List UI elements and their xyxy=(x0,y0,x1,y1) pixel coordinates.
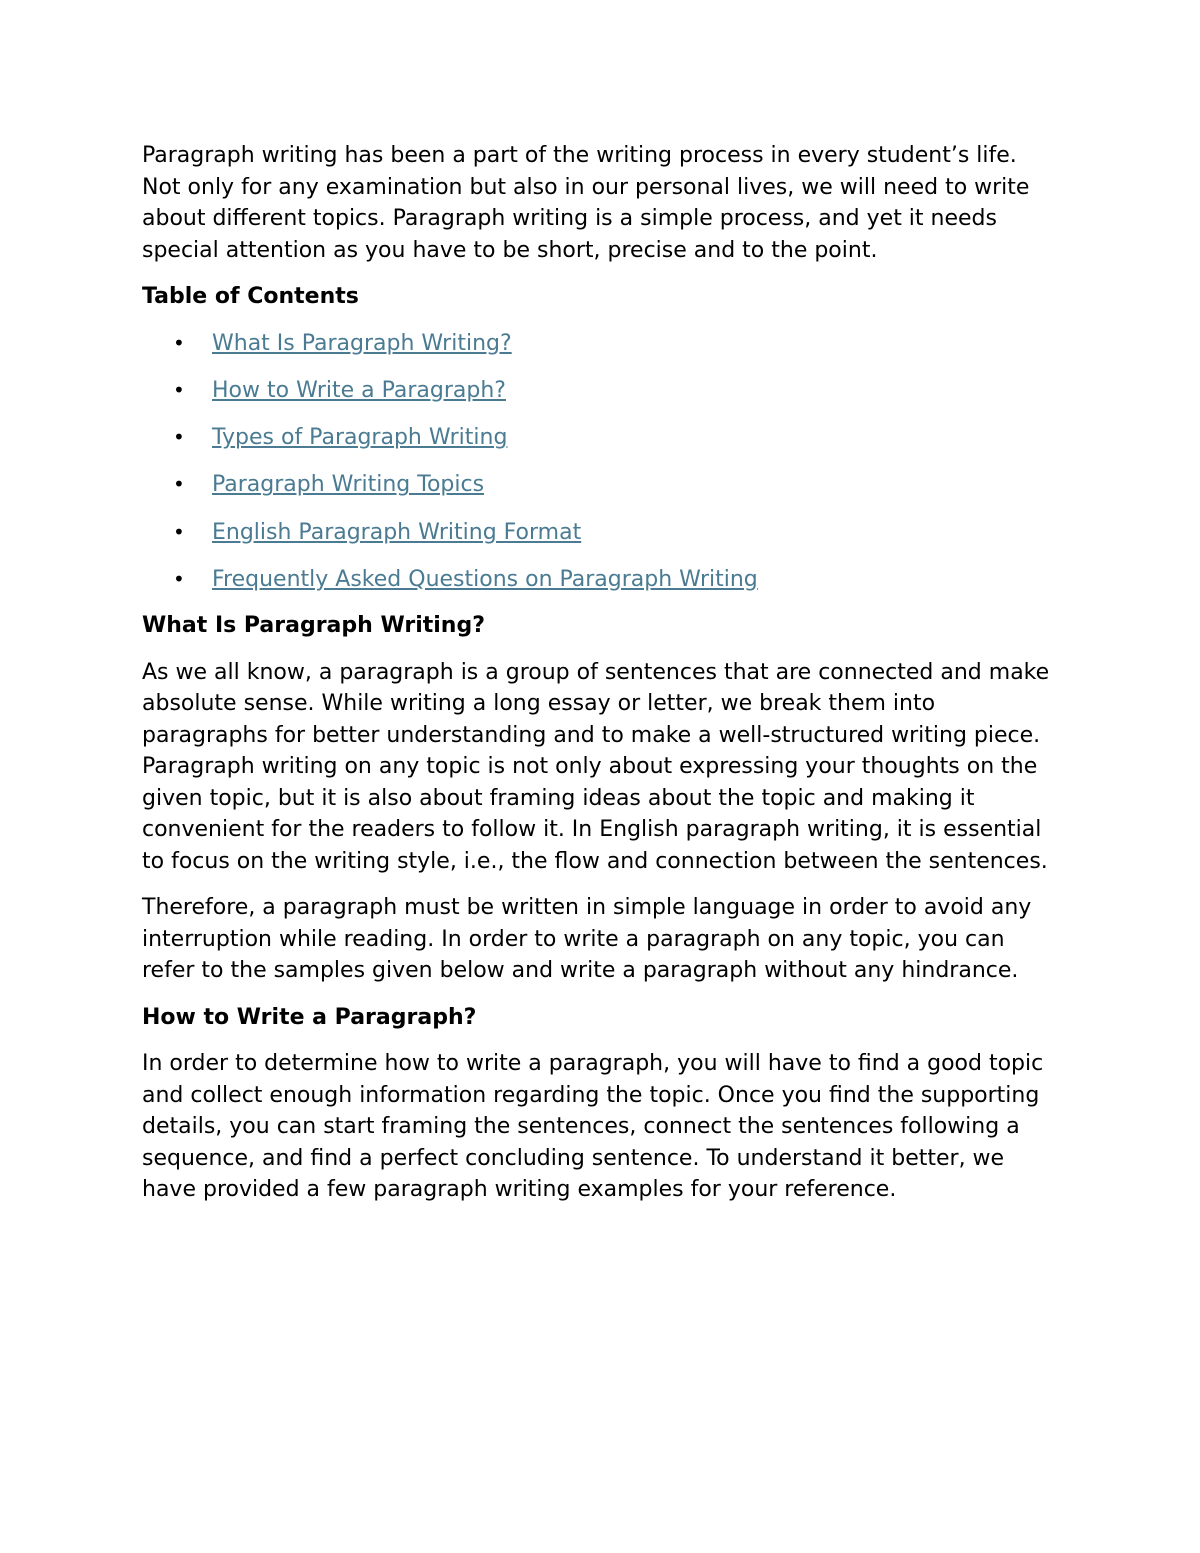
bullet-icon: • xyxy=(173,330,185,355)
toc-item xyxy=(142,469,1062,501)
bullet-icon: • xyxy=(173,519,185,544)
toc-item xyxy=(142,564,1062,596)
toc-heading: Table of Contents xyxy=(142,284,359,309)
section-heading-what-is: What Is Paragraph Writing? xyxy=(142,613,485,639)
toc-link-types-of-paragraph-writing[interactable]: Types of Paragraph Writing xyxy=(212,425,508,451)
section-heading-how-to: How to Write a Paragraph? xyxy=(142,1004,477,1030)
intro-paragraph: Paragraph writing has been a part of the writing process in every student’s life. Not only for any examination but also in our personal lives, we will need to write about different topics. Paragraph writing is a simple process, and yet it needs special attention as you have to be short, precise and to the point. xyxy=(142,143,1030,263)
section1-paragraph: Therefore, a paragraph must be written in simple language in order to avoid any interruption while reading. In order to write a paragraph on any topic, you can refer to the samples given below and write a paragraph without any hindrance. xyxy=(142,895,1032,984)
toc-link-paragraph-writing-topics[interactable]: Paragraph Writing Topics xyxy=(212,472,485,498)
toc-item xyxy=(142,422,1062,454)
toc-item xyxy=(142,328,1062,360)
section2-paragraph: In order to determine how to write a paragraph, you will have to find a good topic and collect enough information regarding the topic. Once you find the supporting details, you can start framing the sentences, connect the sentences following a sequence, and find a perfect concluding sentence. To understand it better, we have provided a few paragraph writing examples for your reference. xyxy=(142,1051,1044,1203)
bullet-icon: • xyxy=(173,377,185,402)
toc-item xyxy=(142,375,1062,407)
toc-item xyxy=(142,517,1062,549)
toc-link-what-is-paragraph-writing[interactable]: What Is Paragraph Writing? xyxy=(212,330,512,356)
toc-link-how-to-write-a-paragraph[interactable]: How to Write a Paragraph? xyxy=(212,377,506,403)
bullet-icon: • xyxy=(173,472,185,497)
document-page xyxy=(142,140,1062,1221)
toc-link-faq-paragraph-writing[interactable]: Frequently Asked Questions on Paragraph Writing xyxy=(212,566,758,592)
bullet-icon: • xyxy=(173,425,185,450)
section1-paragraph: As we all know, a paragraph is a group of sentences that are connected and make absolute sense. While writing a long essay or letter, we break them into paragraphs for better understanding and to make a well-structured writing piece. Paragraph writing on any topic is not only about expressing your thoughts on the given topic, but it is also about framing ideas about the topic and making it convenient for the readers to follow it. In English paragraph writing, it is essential to focus on the writing style, i.e., the flow and connection between the sentences. xyxy=(142,659,1050,874)
bullet-icon: • xyxy=(173,566,185,591)
table-of-contents xyxy=(142,328,1062,596)
toc-link-english-paragraph-writing-format[interactable]: English Paragraph Writing Format xyxy=(212,519,582,545)
